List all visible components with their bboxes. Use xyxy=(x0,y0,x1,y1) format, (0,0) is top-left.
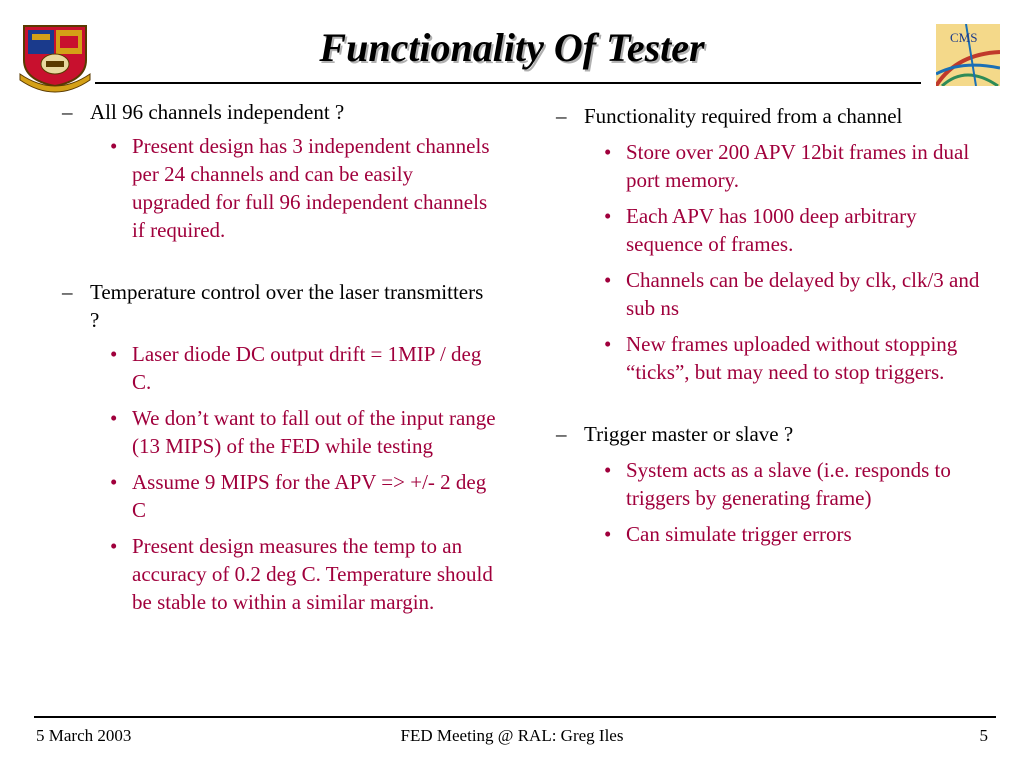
item-text: All 96 channels independent ? xyxy=(90,100,345,124)
sub-list-item: • We don’t want to fall out of the input range (13 MIPS) of the FED while testing xyxy=(110,406,496,458)
right-column xyxy=(550,102,990,556)
list-item: – Temperature control over the laser transmitters ? • Laser diode DC output drift = 1MIP / deg C. • We don’t want to fall out of the input range (13 MIPS) of the FED while testing • Assume 9 MIPS for the APV => +/- 2 deg C • Present design measures the temp to an accuracy of 0.2 deg C. Temperature should be stable to within a similar margin. xyxy=(62,280,496,614)
footer-date: 5 March 2003 xyxy=(36,726,132,745)
sub-list-item: • Channels can be delayed by clk, clk/3 and sub ns xyxy=(604,268,980,320)
cms-logo xyxy=(936,24,1000,86)
sub-list-item: • New frames uploaded without stopping “ticks”, but may need to stop triggers. xyxy=(604,332,958,384)
footer-divider xyxy=(34,716,996,718)
sub-list-item: • Laser diode DC output drift = 1MIP / deg C. xyxy=(110,342,482,394)
sub-list-item: • Assume 9 MIPS for the APV => +/- 2 deg C xyxy=(110,470,487,522)
list-item: – Trigger master or slave ? • System acts as a slave (i.e. responds to triggers by generating frame) • Can simulate trigger errors xyxy=(550,420,990,548)
sub-list-item: • Each APV has 1000 deep arbitrary sequence of frames. xyxy=(604,204,917,256)
list-item: – Functionality required from a channel • Store over 200 APV 12bit frames in dual port memory. • Each APV has 1000 deep arbitrary sequence of frames. • Channels can be delayed by clk, clk/3 and sub ns • New frames uploaded without stopping “ticks”, but may need to stop triggers. xyxy=(550,102,990,386)
sub-list-item: • Present design measures the temp to an accuracy of 0.2 deg C. Temperature should be stable to within a similar margin. xyxy=(110,534,493,614)
list-item: – All 96 channels independent ? • Present design has 3 independent channels per 24 channels and can be easily upgraded for full 96 independent channels if required. xyxy=(56,98,496,244)
sub-list-item: • Present design has 3 independent channels per 24 channels and can be easily upgraded for full 96 independent channels if required. xyxy=(110,134,490,242)
item-text: Functionality required from a channel xyxy=(584,104,903,128)
sub-list-item: • Can simulate trigger errors xyxy=(604,522,852,546)
left-column xyxy=(56,98,496,624)
cms-logo-icon xyxy=(936,24,1000,86)
title-divider xyxy=(95,82,921,84)
sub-list-item: • System acts as a slave (i.e. responds to triggers by generating frame) xyxy=(604,458,951,510)
footer-title: FED Meeting @ RAL: Greg Iles xyxy=(400,726,624,745)
item-text: Temperature control over the laser transmitters ? xyxy=(90,280,484,332)
cms-logo-text: CMS xyxy=(950,30,978,45)
sub-list-item: • Store over 200 APV 12bit frames in dual port memory. xyxy=(604,140,970,192)
item-text: Trigger master or slave ? xyxy=(584,422,794,446)
page-number: 5 xyxy=(979,726,988,745)
page-title: Functionality Of Tester xyxy=(319,25,705,70)
